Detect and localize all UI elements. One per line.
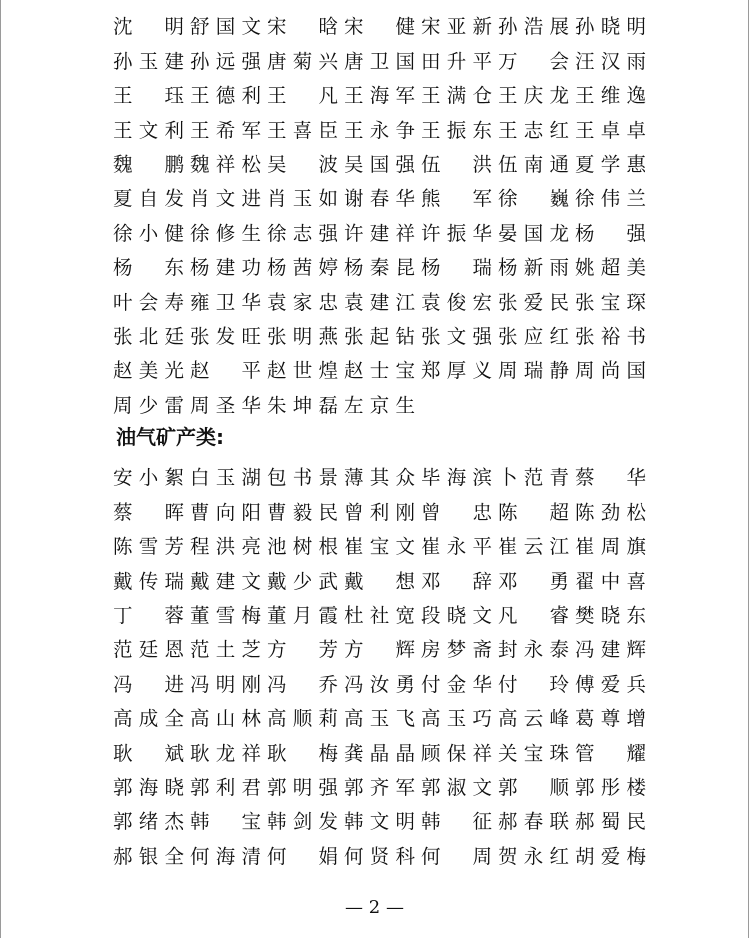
section-heading: 油气矿产类: xyxy=(116,425,224,449)
person-name: 崔 永 平 xyxy=(421,535,492,559)
person-name: 赵 平 xyxy=(190,359,261,383)
person-name: 杨 新 雨 xyxy=(498,256,569,280)
person-name: 王 志 红 xyxy=(498,118,569,142)
person-name: 丁 蓉 xyxy=(113,604,184,627)
person-name: 郭 彤 楼 xyxy=(575,775,646,799)
person-name: 田 升 平 xyxy=(421,49,492,73)
person-name: 王 庆 龙 xyxy=(498,84,569,108)
person-name: 董 月 霞 xyxy=(267,604,338,627)
person-name: 郝 银 全 xyxy=(113,844,184,868)
person-name: 肖 玉 如 xyxy=(267,187,338,211)
person-name: 吴 国 强 xyxy=(344,153,415,176)
name-row xyxy=(113,633,653,667)
name-list-oil-gas xyxy=(113,461,653,874)
person-name: 孙 远 强 xyxy=(190,49,261,73)
person-name: 程 洪 亮 xyxy=(190,535,261,559)
person-name: 万 会 xyxy=(498,49,569,73)
person-name: 张 宝 琛 xyxy=(575,290,646,314)
person-name: 戴 想 xyxy=(344,569,415,593)
person-name: 宋 晗 xyxy=(267,15,338,39)
person-name: 耿 龙 祥 xyxy=(190,741,261,765)
person-name: 冯 进 xyxy=(113,672,184,696)
person-name: 杨 建 功 xyxy=(190,256,261,280)
person-name: 左 京 生 xyxy=(344,393,415,417)
person-name: 叶 会 寿 xyxy=(113,290,184,314)
person-name: 董 雪 梅 xyxy=(190,604,261,627)
person-name: 卜 范 青 xyxy=(498,466,569,490)
person-name: 崔 云 江 xyxy=(498,535,569,559)
person-name: 何 周 xyxy=(421,844,492,868)
person-name: 傅 爱 兵 xyxy=(575,672,646,696)
person-name: 孙 玉 建 xyxy=(113,49,184,73)
person-name: 方 芳 xyxy=(267,638,338,662)
person-name: 周 尚 国 xyxy=(575,359,646,383)
person-name: 汪 汉 雨 xyxy=(575,49,646,73)
person-name: 朱 坤 磊 xyxy=(267,393,338,417)
person-name: 王 振 东 xyxy=(421,118,492,142)
person-name: 张 北 廷 xyxy=(113,324,184,348)
name-row xyxy=(113,530,653,564)
person-name: 晏 国 龙 xyxy=(498,221,569,245)
person-name: 赵 士 宝 xyxy=(344,359,415,383)
person-name: 伍 洪 xyxy=(421,153,492,176)
person-name: 段 晓 文 xyxy=(421,604,492,627)
person-name: 曾 忠 xyxy=(421,500,492,524)
name-row xyxy=(113,216,653,250)
person-name: 王 满 仓 xyxy=(421,84,492,108)
person-name: 王 永 争 xyxy=(344,118,415,142)
person-name: 戴 传 瑞 xyxy=(113,569,184,593)
person-name: 冯 乔 xyxy=(267,672,338,696)
person-name: 陈 超 xyxy=(498,500,569,524)
person-name: 翟 中 喜 xyxy=(575,569,646,593)
name-row xyxy=(113,702,653,736)
person-name: 高 成 全 xyxy=(113,707,184,731)
name-row xyxy=(113,839,653,873)
person-name: 曹 毅 民 xyxy=(267,500,338,524)
person-name: 雍 卫 华 xyxy=(190,290,261,314)
person-name: 张 应 红 xyxy=(498,324,569,348)
person-name: 郭 绪 杰 xyxy=(113,810,184,834)
person-name: 王 德 利 xyxy=(190,84,261,108)
person-name: 伍 南 通 xyxy=(498,153,569,176)
person-name: 房 梦 斋 xyxy=(421,638,492,662)
person-name: 杨 瑞 xyxy=(421,256,492,280)
person-name: 郭 淑 文 xyxy=(421,775,492,799)
person-name: 韩 剑 发 xyxy=(267,810,338,834)
person-name: 封 永 泰 xyxy=(498,638,569,662)
person-name: 陈 雪 芳 xyxy=(113,535,184,559)
name-row xyxy=(113,113,653,147)
person-name: 薄 其 众 xyxy=(344,466,415,490)
person-name: 韩 文 明 xyxy=(344,810,415,834)
person-name: 戴 少 武 xyxy=(267,569,338,593)
person-name: 耿 斌 xyxy=(113,741,184,765)
person-name: 唐 菊 兴 xyxy=(267,49,338,73)
person-name: 周 少 雷 xyxy=(113,393,184,417)
name-row xyxy=(113,182,653,216)
person-name: 王 喜 臣 xyxy=(267,118,338,142)
person-name: 宋 亚 新 xyxy=(421,15,492,39)
person-name: 赵 美 光 xyxy=(113,359,184,383)
person-name: 白 玉 湖 xyxy=(190,466,261,490)
person-name: 高 山 林 xyxy=(190,707,261,731)
person-name: 曹 向 阳 xyxy=(190,500,261,524)
name-row xyxy=(113,388,653,422)
person-name: 龚 晶 晶 xyxy=(344,741,415,765)
person-name: 陈 劲 松 xyxy=(575,500,646,524)
person-name: 葛 尊 增 xyxy=(575,707,646,731)
person-name: 蔡 晖 xyxy=(113,500,184,524)
person-name: 周 瑞 静 xyxy=(498,359,569,383)
person-name: 高 玉 飞 xyxy=(344,707,415,731)
person-name: 王 珏 xyxy=(113,84,184,108)
person-name: 夏 自 发 xyxy=(113,187,184,211)
person-name: 郭 齐 军 xyxy=(344,775,415,799)
name-row xyxy=(113,251,653,285)
person-name: 王 希 军 xyxy=(190,118,261,142)
person-name: 郭 顺 xyxy=(498,775,569,799)
name-list-top xyxy=(113,10,653,423)
person-name: 魏 祥 松 xyxy=(190,153,261,176)
person-name: 徐 伟 兰 xyxy=(575,187,646,211)
name-row xyxy=(113,461,653,495)
person-name: 吴 波 xyxy=(267,153,338,176)
person-name: 高 顺 莉 xyxy=(267,707,338,731)
person-name: 管 耀 xyxy=(575,741,646,765)
person-name: 高 云 峰 xyxy=(498,707,569,731)
person-name: 郭 海 晓 xyxy=(113,775,184,799)
person-name: 胡 爱 梅 xyxy=(575,844,646,868)
person-name: 王 文 利 xyxy=(113,118,184,142)
person-name: 蔡 华 xyxy=(575,466,646,490)
page-number: — 2 — xyxy=(345,897,404,918)
person-name: 韩 宝 xyxy=(190,810,261,834)
person-name: 周 圣 华 xyxy=(190,393,261,417)
person-name: 杜 社 宽 xyxy=(344,604,415,627)
person-name: 何 娟 xyxy=(267,844,338,868)
name-row xyxy=(113,10,653,44)
person-name: 宋 健 xyxy=(344,15,415,39)
person-name: 徐 志 强 xyxy=(267,221,338,245)
person-name: 凡 睿 xyxy=(498,604,569,627)
person-name: 张 裕 书 xyxy=(575,324,646,348)
person-name: 肖 文 进 xyxy=(190,187,261,211)
person-name: 杨 秦 昆 xyxy=(344,256,415,280)
name-row xyxy=(113,736,653,770)
person-name: 何 海 清 xyxy=(190,844,261,868)
person-name: 许 建 祥 xyxy=(344,221,415,245)
person-name: 冯 明 刚 xyxy=(190,672,261,696)
person-name: 袁 家 忠 xyxy=(267,290,338,314)
person-name: 安 小 絮 xyxy=(113,466,184,490)
person-name: 沈 明 xyxy=(113,15,184,39)
name-row xyxy=(113,599,653,633)
name-row xyxy=(113,79,653,113)
person-name: 郭 明 强 xyxy=(267,775,338,799)
person-name: 毕 海 滨 xyxy=(421,466,492,490)
person-name: 徐 巍 xyxy=(498,187,569,211)
person-name: 熊 军 xyxy=(421,187,492,211)
name-row xyxy=(113,44,653,78)
person-name: 付 玲 xyxy=(498,672,569,696)
name-row xyxy=(113,320,653,354)
name-row xyxy=(113,495,653,529)
person-name: 郝 蜀 民 xyxy=(575,810,646,834)
person-name: 袁 建 江 xyxy=(344,290,415,314)
name-row xyxy=(113,667,653,701)
person-name: 舒 国 文 xyxy=(190,15,261,39)
person-name: 孙 晓 明 xyxy=(575,15,646,39)
person-name: 戴 建 文 xyxy=(190,569,261,593)
person-name: 夏 学 惠 xyxy=(575,153,646,176)
person-name: 张 明 燕 xyxy=(267,324,338,348)
person-name: 贺 永 红 xyxy=(498,844,569,868)
person-name: 邓 辞 xyxy=(421,569,492,593)
person-name: 唐 卫 国 xyxy=(344,49,415,73)
person-name: 许 振 华 xyxy=(421,221,492,245)
person-name: 邓 勇 xyxy=(498,569,569,593)
person-name: 张 文 强 xyxy=(421,324,492,348)
person-name: 冯 汝 勇 xyxy=(344,672,415,696)
person-name: 徐 小 健 xyxy=(113,221,184,245)
person-name: 魏 鹏 xyxy=(113,153,184,176)
person-name: 崔 宝 文 xyxy=(344,535,415,559)
person-name: 王 卓 卓 xyxy=(575,118,646,142)
person-name: 王 维 逸 xyxy=(575,84,646,108)
person-name: 郝 春 联 xyxy=(498,810,569,834)
person-name: 姚 超 美 xyxy=(575,256,646,280)
person-name: 王 海 军 xyxy=(344,84,415,108)
person-name: 方 辉 xyxy=(344,638,415,662)
person-name: 郭 利 君 xyxy=(190,775,261,799)
person-name: 张 发 旺 xyxy=(190,324,261,348)
person-name: 赵 世 煌 xyxy=(267,359,338,383)
person-name: 曾 利 刚 xyxy=(344,500,415,524)
person-name: 高 玉 巧 xyxy=(421,707,492,731)
person-name: 付 金 华 xyxy=(421,672,492,696)
person-name: 张 爱 民 xyxy=(498,290,569,314)
person-name: 何 贤 科 xyxy=(344,844,415,868)
person-name: 杨 东 xyxy=(113,256,184,280)
person-name: 樊 晓 东 xyxy=(575,604,646,627)
person-name: 崔 周 旗 xyxy=(575,535,646,559)
person-name: 冯 建 辉 xyxy=(575,638,646,662)
person-name: 关 宝 珠 xyxy=(498,741,569,765)
person-name: 郑 厚 义 xyxy=(421,359,492,383)
name-row xyxy=(113,805,653,839)
person-name: 王 凡 xyxy=(267,84,338,108)
person-name: 池 树 根 xyxy=(267,535,338,559)
person-name: 谢 春 华 xyxy=(344,187,415,211)
person-name: 杨 强 xyxy=(575,221,646,245)
page-border-left xyxy=(0,0,1,938)
person-name: 韩 征 xyxy=(421,810,492,834)
person-name: 耿 梅 xyxy=(267,741,338,765)
person-name: 范 土 芝 xyxy=(190,638,261,662)
name-row xyxy=(113,771,653,805)
person-name: 孙 浩 展 xyxy=(498,15,569,39)
person-name: 顾 保 祥 xyxy=(421,741,492,765)
name-row xyxy=(113,354,653,388)
person-name: 包 书 景 xyxy=(267,466,338,490)
name-row xyxy=(113,564,653,598)
person-name: 袁 俊 宏 xyxy=(421,290,492,314)
person-name: 范 廷 恩 xyxy=(113,638,184,662)
person-name: 张 起 钻 xyxy=(344,324,415,348)
person-name: 徐 修 生 xyxy=(190,221,261,245)
name-row xyxy=(113,285,653,319)
person-name: 杨 茜 婷 xyxy=(267,256,338,280)
name-row xyxy=(113,148,653,182)
